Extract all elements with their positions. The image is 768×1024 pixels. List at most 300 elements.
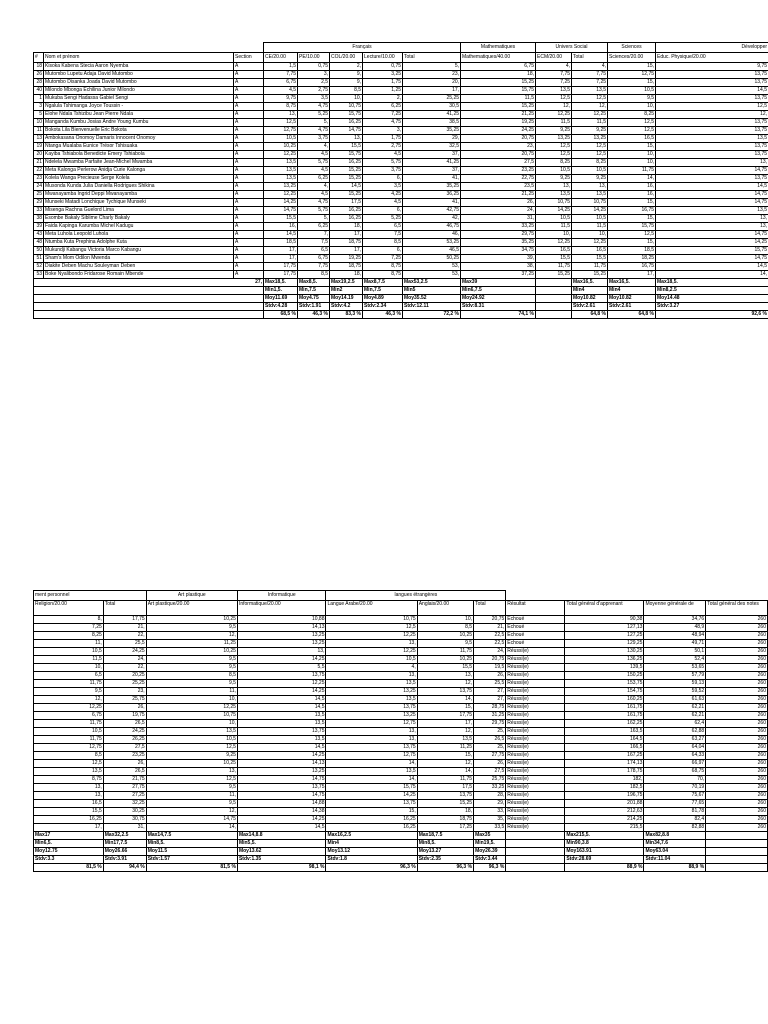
column-header: Lecture/10.00 xyxy=(363,53,403,63)
stat-cell xyxy=(536,303,572,311)
column-header: Total général d'apprenant xyxy=(565,601,644,616)
table-cell: 29, xyxy=(474,800,506,808)
table-cell: 7,75 xyxy=(298,263,330,271)
table-cell: 16,75 xyxy=(608,207,656,215)
student-count: 27, xyxy=(34,279,264,287)
table-cell: 18,25 xyxy=(608,255,656,263)
table-cell: 4, xyxy=(298,143,330,151)
table-cell: 31,25 xyxy=(474,712,506,720)
table-cell: 11,75 xyxy=(34,680,104,688)
table-cell: 13,75 xyxy=(656,151,768,159)
table-cell: A xyxy=(234,231,264,239)
stats-row xyxy=(34,832,768,840)
table-row xyxy=(34,183,768,191)
stat-cell: Stdv:3.27 xyxy=(656,303,768,311)
table-cell: 260 xyxy=(706,752,768,760)
table-cell: 8,5 xyxy=(363,239,403,247)
column-header: Sciences/20.00 xyxy=(608,53,656,63)
percent-cell: 96,3 % xyxy=(474,864,506,872)
stats-row xyxy=(34,287,768,295)
table-cell: 25,75 xyxy=(474,776,506,784)
table-cell: 5,25 xyxy=(298,111,330,119)
table-cell: 15, xyxy=(608,239,656,247)
table-cell: A xyxy=(234,95,264,103)
table-row xyxy=(34,151,768,159)
table-cell: A xyxy=(234,167,264,175)
table-cell: 14,75 xyxy=(656,231,768,239)
table-cell: 25, xyxy=(474,728,506,736)
group-header: Informatique xyxy=(237,591,326,601)
table-cell: 33, xyxy=(474,808,506,816)
table-cell: 9,5 xyxy=(146,624,237,632)
table-cell: 7,75 xyxy=(572,71,608,79)
percent-cell: 92,6 % xyxy=(656,311,768,319)
stat-cell: Max215,5. xyxy=(565,832,644,840)
table-cell: 10, xyxy=(146,696,237,704)
stat-cell: Min8,5. xyxy=(417,840,473,848)
table-cell: A xyxy=(234,119,264,127)
table-cell: 26, xyxy=(474,672,506,680)
table-cell: 9,5 xyxy=(34,688,104,696)
table-cell: 49,71 xyxy=(644,640,706,648)
stat-cell xyxy=(506,848,565,856)
table-cell: 13, xyxy=(326,640,417,648)
group-header: Français xyxy=(264,43,461,53)
table-cell: 127,25 xyxy=(565,632,644,640)
table-cell: 48,94 xyxy=(644,632,706,640)
table-cell: 13, xyxy=(417,672,473,680)
table-cell: 17, xyxy=(417,720,473,728)
table-cell: 13, xyxy=(656,159,768,167)
stat-cell: Min17,7.5 xyxy=(103,840,146,848)
stat-cell: Moy24.92 xyxy=(461,295,536,303)
table-cell: 24,25 xyxy=(461,127,536,135)
stat-cell: Min6,5. xyxy=(34,840,104,848)
table-cell: 26,5 xyxy=(103,720,146,728)
table-cell: 10,25 xyxy=(417,632,473,640)
table-cell: 13,5 xyxy=(536,87,572,95)
table-cell: 17, xyxy=(330,231,363,239)
table-cell: 28,75 xyxy=(474,704,506,712)
table-cell: 53 xyxy=(34,271,44,279)
table-cell: 260 xyxy=(706,696,768,704)
percent-cell: 74,1 % xyxy=(461,311,536,319)
table-cell: 15,25 xyxy=(461,103,536,111)
column-header: Total général des notes xyxy=(706,601,768,616)
table-row xyxy=(34,688,768,696)
table-cell: 15,25 xyxy=(417,800,473,808)
table-cell: 260 xyxy=(706,720,768,728)
table-cell: 162,25 xyxy=(565,720,644,728)
table-cell: 13,75 xyxy=(656,79,768,87)
table-cell: 19,25 xyxy=(330,255,363,263)
table-cell: 13,75 xyxy=(656,143,768,151)
table-cell: 13,75 xyxy=(417,688,473,696)
table-cell: 13,75 xyxy=(326,800,417,808)
table-cell: 6, xyxy=(363,247,403,255)
table-cell: 3,75 xyxy=(363,167,403,175)
table-cell: 130,25 xyxy=(565,648,644,656)
stat-cell: Moy26.66 xyxy=(103,848,146,856)
table-cell: 13, xyxy=(326,728,417,736)
result-cell: Réussi(e) xyxy=(506,728,565,736)
table-row xyxy=(34,127,768,135)
stat-cell: Max14,7.5 xyxy=(146,832,237,840)
table-cell: 12,25 xyxy=(536,239,572,247)
table-row xyxy=(34,680,768,688)
table-cell: 212,63 xyxy=(565,808,644,816)
table-cell: 23, xyxy=(403,71,461,79)
table-cell: 21, xyxy=(103,624,146,632)
table-cell: 260 xyxy=(706,744,768,752)
table-cell: 26 xyxy=(34,71,44,79)
stat-cell: Moy4.75 xyxy=(298,295,330,303)
table-cell: 11, xyxy=(146,688,237,696)
table-cell: 14,25 xyxy=(237,656,326,664)
table-row xyxy=(34,656,768,664)
table-cell: 14,5 xyxy=(237,704,326,712)
column-header: CE/20.00 xyxy=(264,53,298,63)
table-cell: 10,5 xyxy=(608,87,656,95)
table-cell: 37,25 xyxy=(461,271,536,279)
table-cell: 25,5 xyxy=(103,640,146,648)
table-cell: 15,75 xyxy=(461,87,536,95)
blank-cell xyxy=(506,591,768,601)
result-cell: Réussi(e) xyxy=(506,752,565,760)
table-cell: 6,25 xyxy=(298,223,330,231)
table-cell: 13 xyxy=(34,135,44,143)
result-cell: Réussi(e) xyxy=(506,664,565,672)
table-cell: 57,79 xyxy=(644,672,706,680)
table-cell: 6,25 xyxy=(363,103,403,111)
table-cell: 15, xyxy=(608,215,656,223)
table-cell: 12,25 xyxy=(536,111,572,119)
stat-cell: Moy63.04 xyxy=(644,848,706,856)
stat-cell: Min5 xyxy=(403,287,461,295)
table-cell: 13,5 xyxy=(326,696,417,704)
table-cell: 15,75 xyxy=(330,111,363,119)
table-cell: 9, xyxy=(330,79,363,87)
table-cell: 26,5 xyxy=(103,768,146,776)
table-cell: 6,5 xyxy=(298,247,330,255)
student-name: Munseki Matadi Lonchique Tychique Munseki xyxy=(44,199,234,207)
stat-cell: Stdv:11.04 xyxy=(644,856,706,864)
table-row xyxy=(34,672,768,680)
table-cell: 10,5 xyxy=(264,135,298,143)
student-name: Faida Kapinga Karumba Michel Kadugu xyxy=(44,223,234,231)
table-cell: 11,75 xyxy=(417,648,473,656)
table-cell: 8, xyxy=(34,616,104,624)
table-cell: 14,25 xyxy=(572,207,608,215)
table-row xyxy=(34,215,768,223)
table-cell: 18, xyxy=(330,271,363,279)
table-cell: 1,75 xyxy=(363,79,403,87)
group-header: Développer xyxy=(656,43,768,53)
table-cell: 196,75 xyxy=(565,792,644,800)
table-cell: 18,5 xyxy=(608,247,656,255)
table-cell: 33 xyxy=(34,207,44,215)
table-cell: 9,5 xyxy=(146,656,237,664)
table-cell: 13,5 xyxy=(656,207,768,215)
student-name: Mukundji Kabangu Victoria Marco Kabangu xyxy=(44,247,234,255)
stat-cell: Max19,2.5 xyxy=(330,279,363,287)
table-cell: 11,75 xyxy=(417,776,473,784)
result-cell: Réussi(e) xyxy=(506,776,565,784)
table-cell: 11,75 xyxy=(608,167,656,175)
table-cell: 27, xyxy=(474,688,506,696)
table-cell: A xyxy=(234,71,264,79)
table-row xyxy=(34,95,768,103)
grades-table-part1 xyxy=(33,42,768,319)
table-cell: 8,75 xyxy=(363,263,403,271)
table-cell: 10,25 xyxy=(146,760,237,768)
table-cell: 14,25 xyxy=(326,792,417,800)
table-row xyxy=(34,247,768,255)
table-cell: 18, xyxy=(330,223,363,231)
group-header: langues étrangères xyxy=(326,591,506,601)
table-cell: 12,25 xyxy=(326,648,417,656)
table-cell: 18,75 xyxy=(417,816,473,824)
table-cell: 43 xyxy=(34,231,44,239)
table-cell: A xyxy=(234,191,264,199)
stat-cell: Min4 xyxy=(326,840,417,848)
table-cell: 163,5 xyxy=(565,728,644,736)
table-cell: A xyxy=(234,63,264,71)
table-row xyxy=(34,207,768,215)
table-cell: 3,25 xyxy=(363,71,403,79)
table-cell: 182,5 xyxy=(565,784,644,792)
table-cell: 17,5 xyxy=(417,784,473,792)
table-cell: 4,5 xyxy=(298,191,330,199)
table-cell: 153,75 xyxy=(565,680,644,688)
stat-cell: Stdv:8.31 xyxy=(461,303,536,311)
stat-cell: Min4 xyxy=(572,287,608,295)
student-name: Mutombo Disanka Joada David Mutombo xyxy=(44,79,234,87)
student-name: Manganda Kumbu Josias Andre Young Kumbu xyxy=(44,119,234,127)
student-name: Musonda Kunda Julia Daniella Rodrigues Shikina xyxy=(44,183,234,191)
table-row xyxy=(34,816,768,824)
stat-cell: Moy14.48 xyxy=(656,295,768,303)
stat-cell: Stdv:2.61 xyxy=(608,303,656,311)
table-cell: 27,5 xyxy=(103,744,146,752)
table-row xyxy=(34,616,768,624)
table-cell: 139,5 xyxy=(565,664,644,672)
table-cell: 26, xyxy=(461,199,536,207)
table-cell: 16,25 xyxy=(34,816,104,824)
table-cell: 50,25 xyxy=(403,255,461,263)
stats-row xyxy=(34,848,768,856)
table-cell: 32,25 xyxy=(103,800,146,808)
table-cell: 1,25 xyxy=(363,87,403,95)
table-row xyxy=(34,119,768,127)
table-cell: 10, xyxy=(146,720,237,728)
table-cell: 13,25 xyxy=(572,135,608,143)
group-header-row xyxy=(34,591,768,601)
group-header-row xyxy=(34,43,768,53)
table-cell: 15,25 xyxy=(330,167,363,175)
table-cell: 10,88 xyxy=(237,616,326,624)
table-cell: 12, xyxy=(417,680,473,688)
table-cell: 59,13 xyxy=(644,680,706,688)
table-cell: 14,25 xyxy=(237,688,326,696)
table-cell: 15,75 xyxy=(326,784,417,792)
student-name: Ntanga Mualaba Eunice Trésor Tshisuaka xyxy=(44,143,234,151)
table-cell: 12,5 xyxy=(536,151,572,159)
result-cell: Réussi(e) xyxy=(506,768,565,776)
table-cell: A xyxy=(234,111,264,119)
table-cell: 13,75 xyxy=(656,175,768,183)
table-cell: 4,75 xyxy=(298,199,330,207)
table-cell: 23 xyxy=(34,175,44,183)
table-cell: 8,25 xyxy=(536,159,572,167)
table-cell: 13,5 xyxy=(417,736,473,744)
table-cell: A xyxy=(234,263,264,271)
table-row xyxy=(34,752,768,760)
table-cell: 14,5 xyxy=(656,87,768,95)
table-row xyxy=(34,624,768,632)
table-cell: 10,25 xyxy=(146,616,237,624)
table-cell: 14,75 xyxy=(656,191,768,199)
table-row xyxy=(34,728,768,736)
table-cell: 30,75 xyxy=(103,816,146,824)
table-cell: 12,5 xyxy=(146,776,237,784)
stat-cell xyxy=(706,840,768,848)
table-cell: 14,75 xyxy=(330,127,363,135)
table-cell: 33,25 xyxy=(474,784,506,792)
table-cell: 9,5 xyxy=(417,640,473,648)
table-cell: 61,63 xyxy=(644,696,706,704)
table-cell: 12,75 xyxy=(608,71,656,79)
blank-cell xyxy=(34,303,264,311)
group-header: Sciences xyxy=(608,43,656,53)
table-cell: 11,75 xyxy=(34,736,104,744)
table-cell: 13, xyxy=(656,215,768,223)
table-cell: 13,5 xyxy=(237,712,326,720)
table-cell: A xyxy=(234,159,264,167)
table-cell: 23,25 xyxy=(103,752,146,760)
table-cell: 17, xyxy=(403,87,461,95)
percent-cell xyxy=(536,311,572,319)
table-cell: 10,75 xyxy=(326,616,417,624)
stat-cell: Max16,2.5 xyxy=(326,832,417,840)
table-row xyxy=(34,143,768,151)
table-cell: 129,25 xyxy=(565,640,644,648)
table-row xyxy=(34,744,768,752)
table-row xyxy=(34,175,768,183)
table-row xyxy=(34,664,768,672)
table-cell: 10 xyxy=(34,119,44,127)
table-cell: 17,75 xyxy=(264,271,298,279)
table-cell: 14,75 xyxy=(237,776,326,784)
table-cell: 16,5 xyxy=(34,800,104,808)
table-row xyxy=(34,103,768,111)
table-cell: 8,25 xyxy=(608,111,656,119)
table-cell: 6,5 xyxy=(363,223,403,231)
table-cell: 12,5 xyxy=(608,127,656,135)
column-header: Langue Arabe/20.00 xyxy=(326,601,417,616)
blank-cell xyxy=(34,287,264,295)
table-cell: 20,75 xyxy=(474,616,506,624)
table-cell: 10,75 xyxy=(536,199,572,207)
table-cell: 10,75 xyxy=(146,712,237,720)
table-cell: 12,5 xyxy=(572,151,608,159)
table-cell: 1,75 xyxy=(363,135,403,143)
table-cell: 5, xyxy=(403,63,461,71)
student-name: Misenga Rachna Guelord Lima xyxy=(44,207,234,215)
table-cell: 8,25 xyxy=(572,159,608,167)
stat-cell: Max8,5. xyxy=(298,279,330,287)
table-cell: 14, xyxy=(146,824,237,832)
table-cell: 14, xyxy=(608,175,656,183)
table-cell: 50,1 xyxy=(644,648,706,656)
table-cell: 22 xyxy=(34,167,44,175)
student-name: Boke Nyalibondo Fridarose Romain Mbende xyxy=(44,271,234,279)
result-cell: Réussi(e) xyxy=(506,656,565,664)
table-cell: 7,25 xyxy=(536,79,572,87)
percent-cell: 88,9 % xyxy=(565,864,644,872)
stat-cell: Moy11.69 xyxy=(264,295,298,303)
table-cell: 75,67 xyxy=(644,792,706,800)
table-cell: 260 xyxy=(706,624,768,632)
table-cell: A xyxy=(234,239,264,247)
stat-cell: Max16,5. xyxy=(572,279,608,287)
table-cell: 8,5 xyxy=(417,624,473,632)
table-cell: 21,75 xyxy=(103,776,146,784)
table-cell: 11,5 xyxy=(536,223,572,231)
stat-cell: Max17 xyxy=(34,832,104,840)
table-cell: 127,13 xyxy=(565,624,644,632)
percent-cell: 64,8 % xyxy=(572,311,608,319)
table-cell: 62,21 xyxy=(644,704,706,712)
table-cell: 16,5 xyxy=(536,247,572,255)
table-cell: 50 xyxy=(34,247,44,255)
table-cell: 15,5 xyxy=(572,255,608,263)
table-cell: 20,75 xyxy=(461,151,536,159)
table-cell: 64,04 xyxy=(644,744,706,752)
table-cell: 13,5 xyxy=(326,768,417,776)
table-row xyxy=(34,808,768,816)
student-name: Diakite Deben Machu Souleyman Deben xyxy=(44,263,234,271)
table-cell: 14, xyxy=(417,768,473,776)
table-cell: 82,88 xyxy=(644,824,706,832)
column-header: Total xyxy=(572,53,608,63)
table-cell: 10, xyxy=(608,103,656,111)
blank-cell xyxy=(34,43,264,53)
table-cell: 4, xyxy=(298,183,330,191)
table-cell: 32,5 xyxy=(403,143,461,151)
table-cell: 11,5 xyxy=(34,656,104,664)
student-name: Ambokasana Onomoy Damaris Innocent Onomoy xyxy=(44,135,234,143)
stat-cell: Min34,7.6 xyxy=(644,840,706,848)
column-header: Total xyxy=(474,601,506,616)
table-cell: 6,75 xyxy=(34,712,104,720)
table-cell: 13,75 xyxy=(237,672,326,680)
table-cell: 53,25 xyxy=(403,239,461,247)
table-cell: 12,25 xyxy=(572,239,608,247)
table-cell: 12, xyxy=(417,728,473,736)
result-cell: Réussi(e) xyxy=(506,680,565,688)
table-cell: 10,5 xyxy=(572,167,608,175)
table-cell: 14,75 xyxy=(656,255,768,263)
stat-cell: Min,7.5 xyxy=(298,287,330,295)
table-cell: A xyxy=(234,255,264,263)
table-cell: 4, xyxy=(536,63,572,71)
table-cell: 15,75 xyxy=(656,247,768,255)
percent-cell: 72,2 % xyxy=(403,311,461,319)
result-cell: Réussi(e) xyxy=(506,808,565,816)
table-row xyxy=(34,255,768,263)
table-cell: 18, xyxy=(461,71,536,79)
